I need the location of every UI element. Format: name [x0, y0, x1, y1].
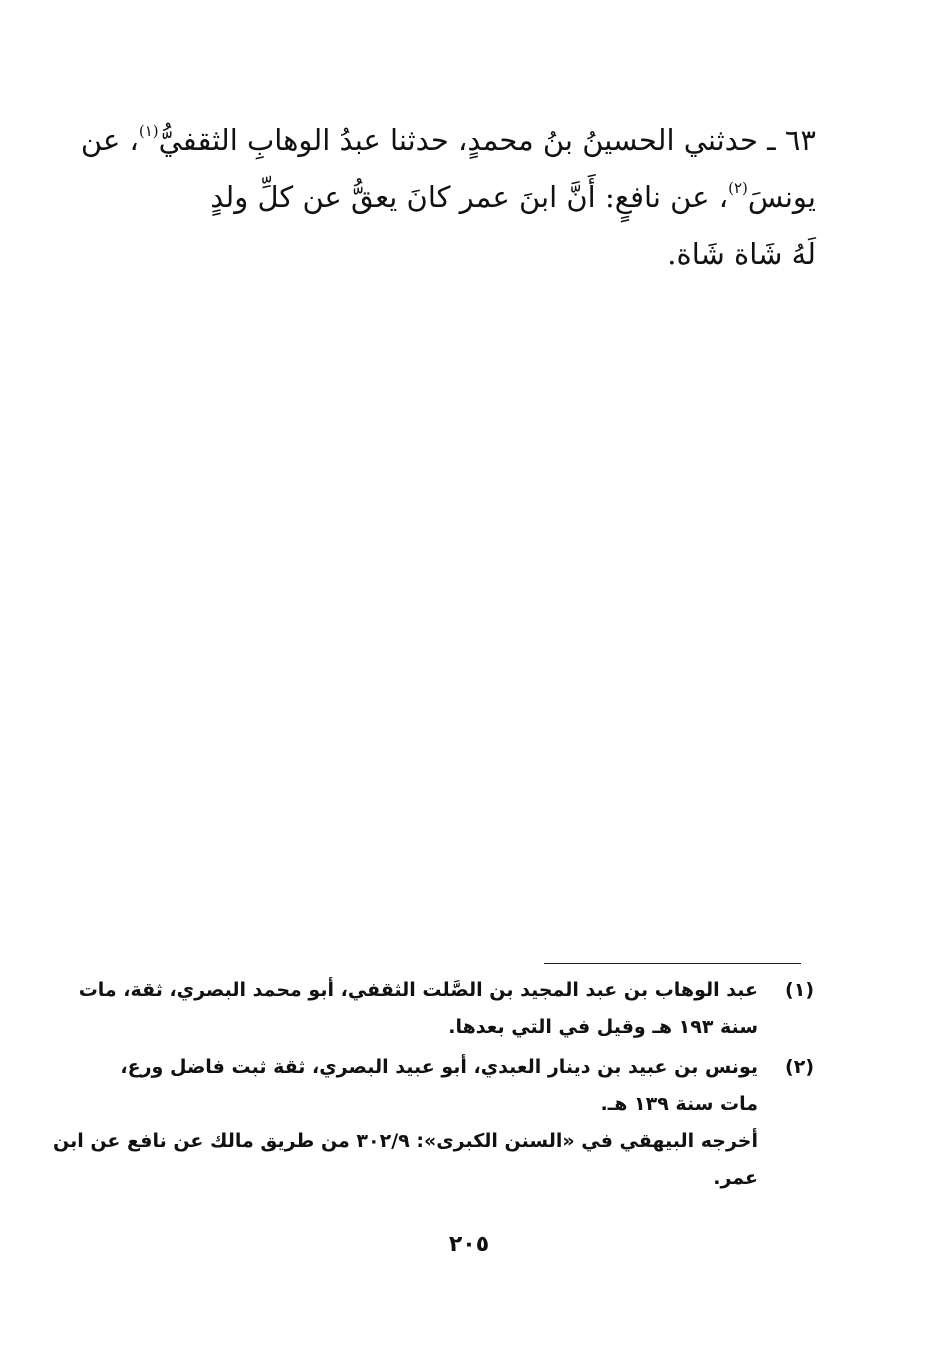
hadith-line-1-tail: ، عن: [80, 123, 139, 157]
hadith-text: [80, 112, 816, 283]
page-number: ٢٠٥: [448, 1232, 490, 1257]
footnote-line: يونس بن عبيد بن دينار العبدي، أبو عبيد البصري، ثقة ثبت فاضل ورع،: [120, 1056, 758, 1078]
hadith-line-2-head: يونسَ: [747, 180, 816, 214]
footnotes-section: [52, 972, 814, 1197]
footnote-line: أخرجه البيهقي في «السنن الكبرى»: ٣٠٢/٩ من طريق مالك عن نافع عن ابن: [52, 1130, 758, 1152]
footnote-line: مات سنة ١٣٩ هـ.: [600, 1093, 758, 1115]
footnote-divider: [544, 963, 801, 964]
footnote-ref-1[interactable]: (١): [138, 122, 159, 140]
footnote-number: (١): [785, 979, 814, 1001]
hadith-line-2-text: ، عن نافعٍ: أَنَّ ابنَ عمر كانَ يعقُّ عن كلِّ ولدٍ: [210, 180, 729, 214]
footnote-number: (٢): [785, 1056, 814, 1078]
hadith-line-1-text: ٦٣ ـ حدثني الحسينُ بنُ محمدٍ، حدثنا عبدُ الوهابِ الثقفيُّ: [158, 123, 816, 157]
footnote-line: عمر.: [713, 1167, 758, 1189]
hadith-line-1: [80, 112, 816, 169]
footnote-ref-2[interactable]: (٢): [728, 179, 748, 197]
footnote-2-continuation: [52, 1123, 814, 1197]
hadith-line-2: [110, 169, 816, 226]
footnote-line: عبد الوهاب بن عبد المجيد بن الصَّلت الثقفي، أبو محمد البصري، ثقة، مات: [78, 979, 758, 1001]
footnote-line: سنة ١٩٣ هـ وقيل في التي بعدها.: [448, 1016, 758, 1038]
footnote-2: [112, 1049, 814, 1123]
footnote-1: [78, 972, 814, 1046]
hadith-line-3: لَهُ شَاة شَاة.: [667, 237, 816, 271]
